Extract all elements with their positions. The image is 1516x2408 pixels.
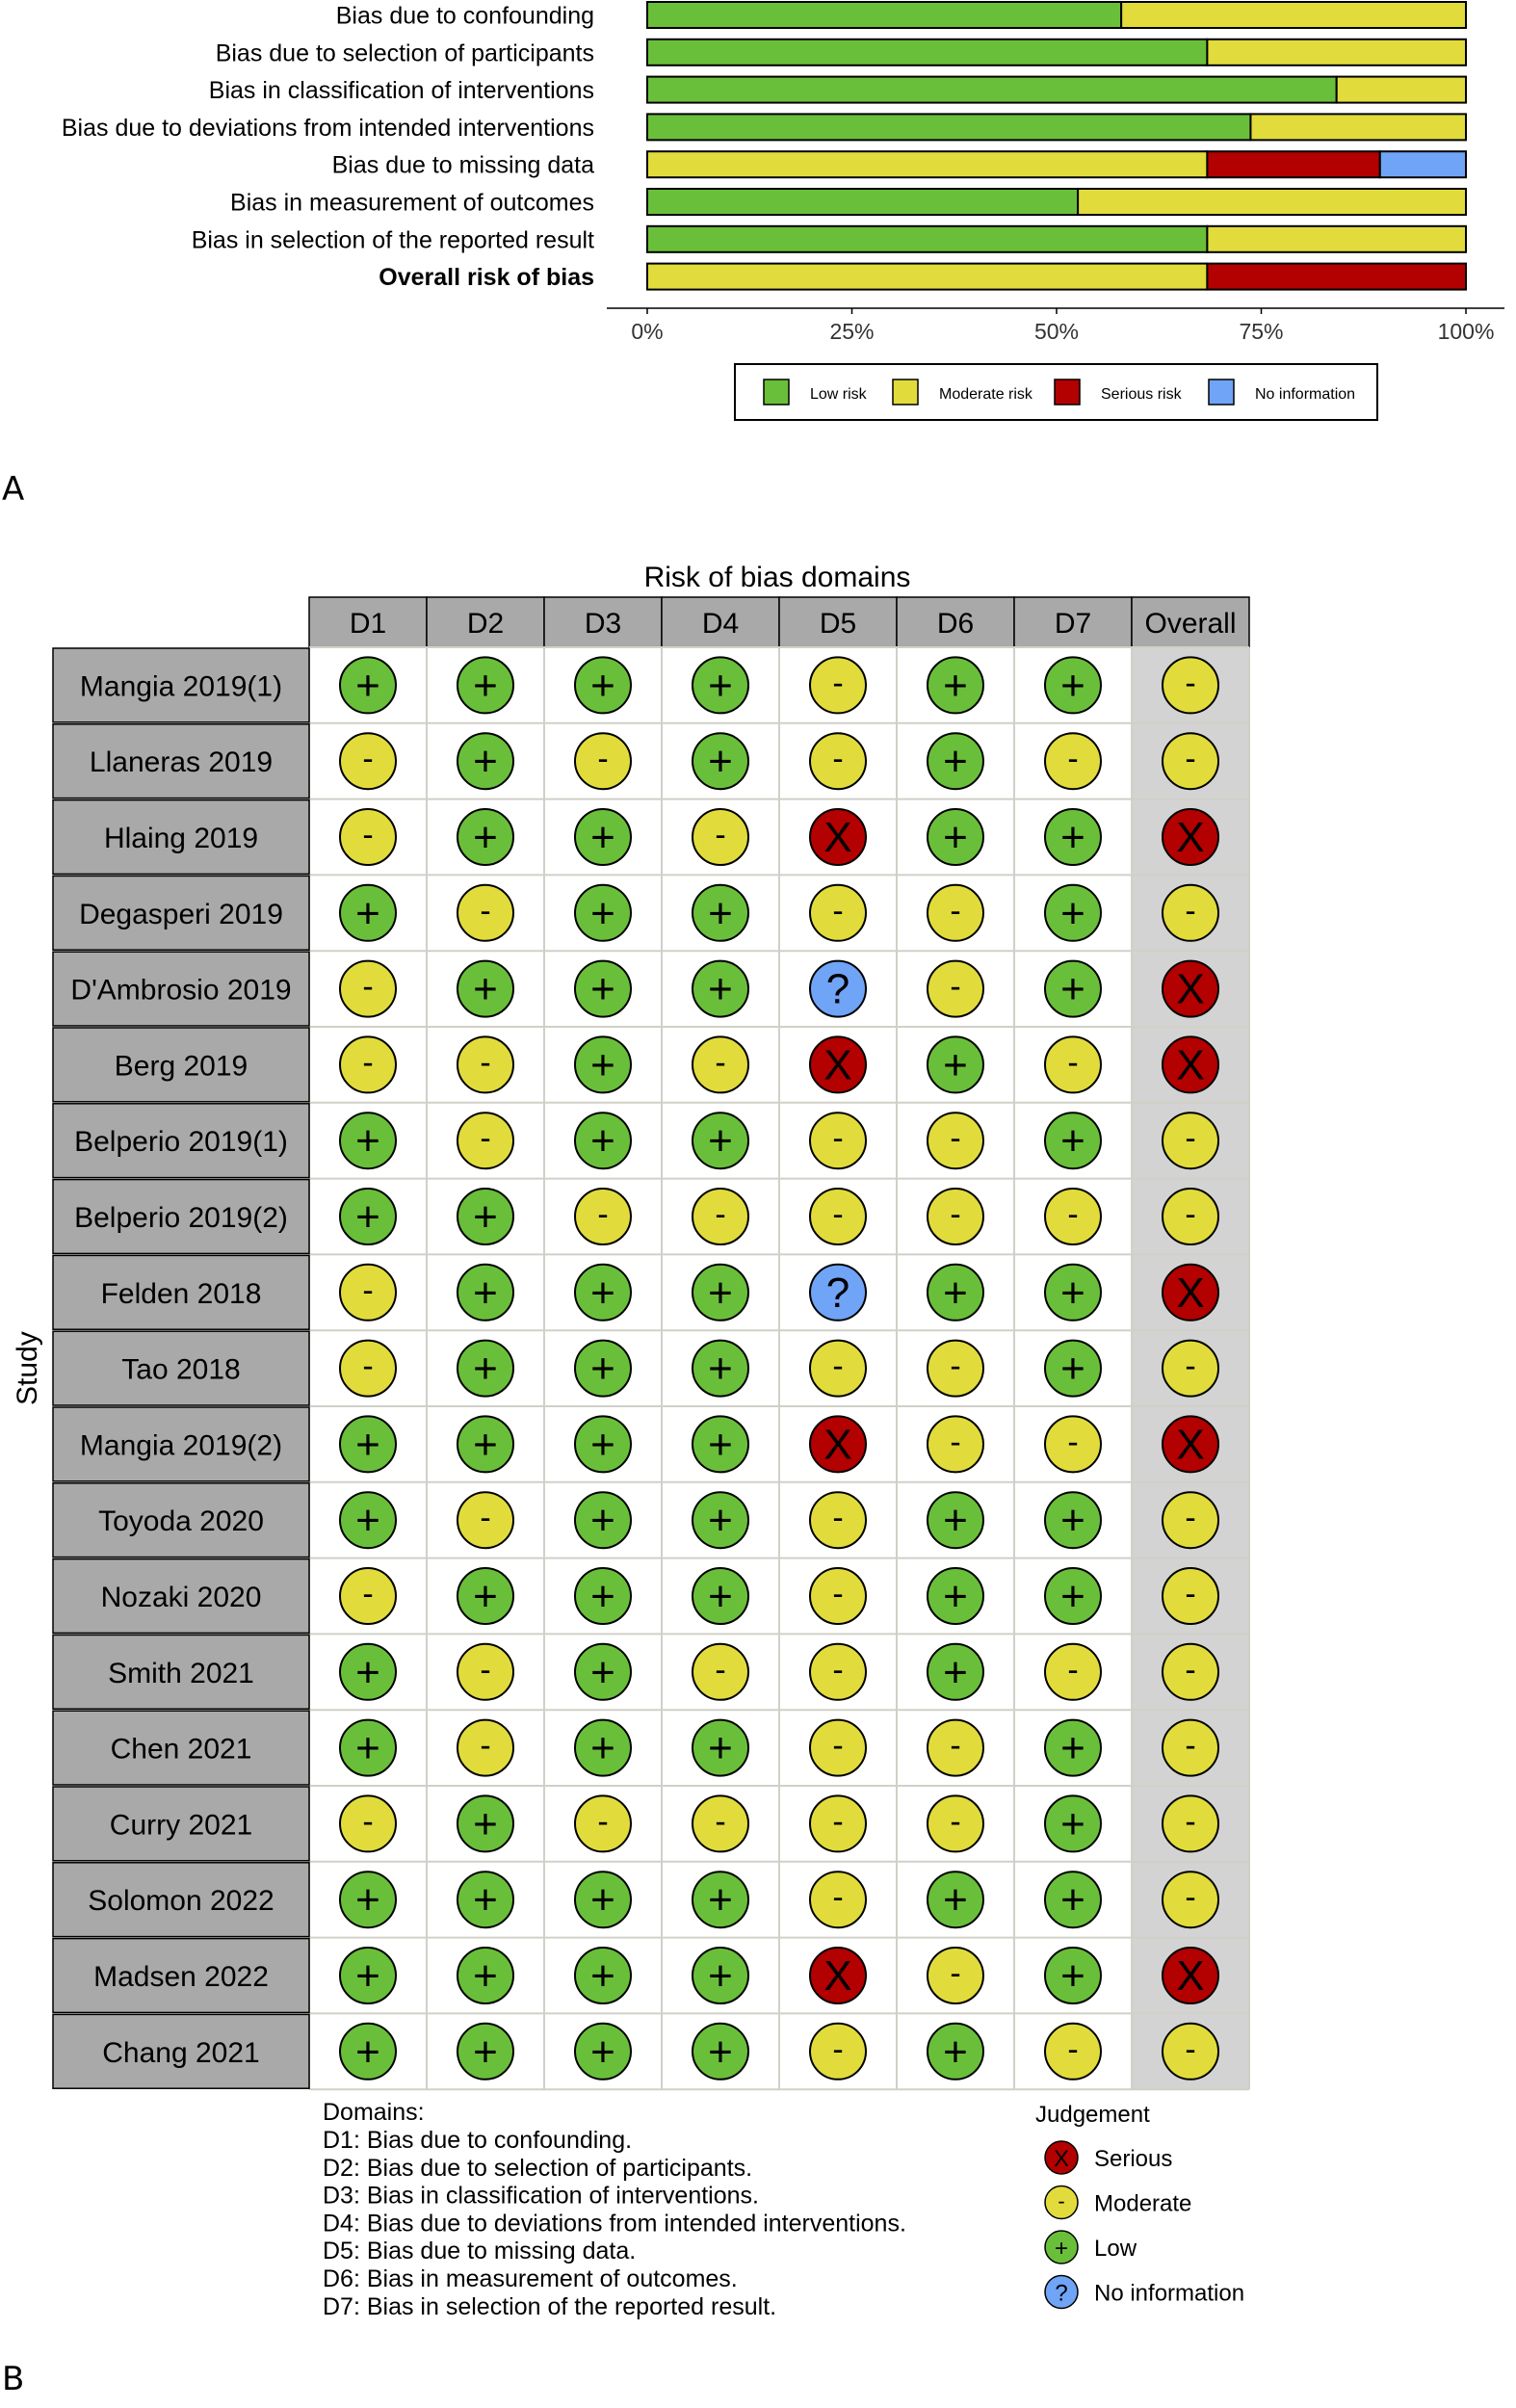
judgement-symbol: +	[708, 2028, 733, 2076]
judgement-symbol: +	[473, 1876, 498, 1924]
judgement-symbol: +	[590, 662, 615, 710]
judgement-symbol: +	[590, 1269, 615, 1317]
judgement-symbol: +	[708, 1952, 733, 2000]
category-label: Bias due to selection of participants	[215, 39, 594, 67]
judgement-symbol: -	[1185, 741, 1196, 778]
judgement-symbol: -	[362, 1803, 374, 1841]
domain-description: D5: Bias due to missing data.	[323, 2238, 637, 2265]
judgement-symbol: +	[355, 1876, 380, 1924]
chart-title: Risk of bias domains	[643, 562, 911, 593]
judgement-symbol: +	[1060, 1345, 1085, 1393]
column-header-label: D7	[1054, 608, 1092, 640]
judgement-symbol: +	[943, 1573, 968, 1620]
judgement-symbol: -	[832, 1803, 844, 1841]
judgement-symbol: +	[943, 2028, 968, 2076]
judgement-symbol: -	[362, 1044, 374, 1082]
judgement-symbol: +	[473, 1269, 498, 1317]
legend-label: Serious	[1094, 2146, 1173, 2172]
domain-description: D1: Bias due to confounding.	[323, 2127, 633, 2154]
judgement-symbol: -	[480, 892, 491, 929]
judgement-symbol: +	[1060, 965, 1085, 1013]
domain-description: D3: Bias in classification of interventions.	[323, 2182, 759, 2210]
legend-label: No information	[1255, 386, 1356, 403]
judgement-symbol: -	[597, 1803, 609, 1841]
judgement-symbol: X	[823, 1041, 852, 1089]
judgement-symbol: +	[708, 1421, 733, 1469]
legend-title: Judgement	[1035, 2102, 1150, 2128]
category-label: Bias in measurement of outcomes	[230, 189, 594, 217]
legend-label: Moderate	[1094, 2190, 1192, 2217]
y-axis-label: Study	[12, 1331, 43, 1405]
legend-label: Low	[1094, 2236, 1137, 2262]
study-label: Mangia 2019(1)	[79, 670, 283, 703]
judgement-symbol: ?	[825, 965, 850, 1013]
domains-title: Domains:	[323, 2099, 425, 2126]
judgement-symbol: +	[1060, 1117, 1085, 1165]
column-header-label: D5	[819, 608, 857, 640]
judgement-symbol: -	[1185, 1879, 1196, 1917]
judgement-symbol: +	[708, 965, 733, 1013]
judgement-symbol: -	[950, 1727, 961, 1765]
judgement-symbol: +	[355, 1497, 380, 1545]
judgement-symbol: +	[708, 1117, 733, 1165]
panel-label-a: A	[2, 470, 25, 509]
judgement-symbol: X	[1176, 1952, 1205, 2000]
judgement-symbol: +	[708, 662, 733, 710]
study-label: Toyoda 2020	[98, 1505, 264, 1538]
judgement-symbol: +	[708, 1724, 733, 1772]
judgement-symbol: +	[708, 738, 733, 786]
study-label: Berg 2019	[114, 1050, 248, 1083]
study-label: Tao 2018	[121, 1353, 241, 1386]
category-label: Bias due to missing data	[331, 151, 594, 179]
legend-label: Low risk	[810, 386, 867, 403]
judgement-symbol: +	[1060, 1269, 1085, 1317]
judgement-symbol: +	[708, 1573, 733, 1620]
study-label: Chen 2021	[110, 1733, 252, 1766]
study-label: Madsen 2022	[93, 1961, 269, 1993]
judgement-symbol: +	[943, 662, 968, 710]
x-tick-label: 0%	[631, 319, 664, 344]
x-tick-label: 100%	[1437, 319, 1495, 344]
judgement-symbol: -	[832, 2030, 844, 2068]
judgement-symbol: ?	[825, 1269, 850, 1317]
judgement-symbol: -	[950, 1424, 961, 1461]
judgement-symbol: X	[1176, 965, 1205, 1013]
judgement-symbol: -	[715, 1803, 726, 1841]
judgement-symbol: -	[362, 1576, 374, 1612]
judgement-symbol: -	[950, 1955, 961, 1992]
legend-symbol-glyph: ?	[1055, 2280, 1068, 2307]
judgement-symbol: +	[1060, 1573, 1085, 1620]
judgement-symbol: -	[1067, 1651, 1079, 1688]
judgement-symbol: -	[832, 1196, 844, 1233]
study-label: Belperio 2019(1)	[74, 1126, 288, 1159]
judgement-symbol: -	[1067, 1196, 1079, 1233]
judgement-symbol: +	[590, 1952, 615, 2000]
column-header-label: D4	[701, 608, 740, 640]
judgement-symbol: -	[1067, 1044, 1079, 1082]
legend-symbol-glyph: X	[1053, 2146, 1070, 2172]
judgement-symbol: -	[950, 1196, 961, 1233]
study-label: Hlaing 2019	[103, 823, 259, 854]
domain-description: D4: Bias due to deviations from intended interventions.	[323, 2210, 906, 2238]
judgement-symbol: -	[1185, 665, 1196, 702]
judgement-symbol: -	[1185, 1576, 1196, 1612]
x-tick-label: 75%	[1239, 319, 1284, 344]
study-label: Solomon 2022	[88, 1885, 274, 1918]
judgement-symbol: +	[355, 2028, 380, 2076]
study-label: Nozaki 2020	[100, 1582, 262, 1613]
judgement-symbol: +	[1060, 1876, 1085, 1924]
judgement-symbol: +	[355, 1193, 380, 1241]
judgement-symbol: +	[943, 1876, 968, 1924]
judgement-symbol: +	[473, 738, 498, 786]
judgement-symbol: +	[708, 1876, 733, 1924]
judgement-symbol: -	[1185, 1500, 1196, 1537]
x-tick-label: 50%	[1033, 319, 1080, 344]
study-label: Degasperi 2019	[79, 898, 283, 930]
judgement-symbol: +	[473, 1573, 498, 1620]
judgement-symbol: -	[832, 1500, 844, 1537]
legend-symbol-glyph: -	[1058, 2188, 1065, 2213]
judgement-symbol: -	[950, 1803, 961, 1841]
judgement-symbol: -	[832, 1348, 844, 1385]
judgement-symbol: +	[590, 1648, 615, 1696]
judgement-symbol: +	[473, 1800, 498, 1848]
judgement-symbol: +	[590, 1573, 615, 1620]
judgement-symbol: -	[832, 1576, 844, 1612]
judgement-symbol: +	[590, 1117, 615, 1165]
column-header-label: D3	[584, 608, 622, 640]
judgement-symbol: +	[1060, 1724, 1085, 1772]
judgement-symbol: -	[362, 1348, 374, 1385]
judgement-symbol: -	[362, 741, 374, 778]
judgement-symbol: -	[1185, 1803, 1196, 1841]
judgement-symbol: -	[362, 1271, 374, 1309]
judgement-symbol: +	[943, 1269, 968, 1317]
study-label: Chang 2021	[102, 2036, 260, 2069]
judgement-symbol: +	[355, 1421, 380, 1469]
study-label: Felden 2018	[100, 1277, 262, 1310]
judgement-symbol: +	[355, 1724, 380, 1772]
judgement-symbol: -	[480, 1044, 491, 1082]
judgement-symbol: +	[943, 1497, 968, 1545]
judgement-symbol: X	[823, 1421, 852, 1469]
judgement-symbol: +	[355, 1648, 380, 1696]
judgement-symbol: +	[590, 889, 615, 937]
judgement-symbol: -	[950, 892, 961, 929]
judgement-symbol: -	[480, 1500, 491, 1537]
judgement-symbol: +	[473, 1193, 498, 1241]
column-header-label: D1	[349, 608, 387, 640]
judgement-symbol: -	[1185, 1348, 1196, 1385]
domain-description: D6: Bias in measurement of outcomes.	[323, 2265, 738, 2292]
judgement-symbol: +	[355, 889, 380, 937]
study-label: Mangia 2019(2)	[79, 1429, 283, 1462]
judgement-symbol: X	[1176, 814, 1205, 861]
judgement-symbol: -	[1067, 2030, 1079, 2068]
judgement-symbol: +	[1060, 1497, 1085, 1545]
judgement-symbol: -	[1185, 892, 1196, 929]
judgement-symbol: -	[480, 1651, 491, 1688]
judgement-symbol: -	[362, 968, 374, 1006]
judgement-symbol: -	[832, 1727, 844, 1765]
judgement-symbol: -	[362, 817, 374, 853]
domain-description: D7: Bias in selection of the reported result.	[323, 2292, 777, 2320]
judgement-symbol: X	[1176, 1269, 1205, 1317]
judgement-symbol: +	[1060, 1952, 1085, 2000]
judgement-symbol: -	[832, 1651, 844, 1688]
judgement-symbol: -	[480, 1120, 491, 1158]
judgement-symbol: -	[715, 817, 726, 853]
judgement-symbol: -	[832, 892, 844, 929]
judgement-symbol: -	[950, 1348, 961, 1385]
judgement-symbol: -	[715, 1044, 726, 1082]
judgement-symbol: +	[708, 889, 733, 937]
study-label: Llaneras 2019	[89, 746, 274, 779]
judgement-symbol: +	[1060, 814, 1085, 861]
judgement-symbol: -	[1067, 741, 1079, 778]
judgement-symbol: +	[590, 1421, 615, 1469]
column-header-label: D2	[466, 608, 505, 640]
judgement-symbol: +	[473, 814, 498, 861]
column-header-label: D6	[936, 608, 975, 640]
judgement-symbol: -	[832, 1879, 844, 1917]
judgement-symbol: +	[943, 814, 968, 861]
judgement-symbol: -	[950, 1120, 961, 1158]
judgement-symbol: +	[355, 1117, 380, 1165]
category-label: Bias in selection of the reported result	[191, 226, 594, 254]
column-header-label: Overall	[1144, 608, 1237, 640]
judgement-symbol: -	[950, 968, 961, 1006]
judgement-symbol: -	[715, 1196, 726, 1233]
judgement-symbol: X	[823, 814, 852, 861]
judgement-symbol: -	[597, 1196, 609, 1233]
study-label: D'Ambrosio 2019	[70, 974, 292, 1007]
category-label: Bias due to deviations from intended interventions	[61, 114, 594, 142]
judgement-symbol: +	[590, 1876, 615, 1924]
panel-label-b: B	[2, 2360, 25, 2398]
judgement-symbol: -	[1067, 1424, 1079, 1461]
study-label: Curry 2021	[109, 1809, 253, 1842]
judgement-symbol: +	[473, 1345, 498, 1393]
judgement-symbol: -	[1185, 1651, 1196, 1688]
judgement-symbol: +	[708, 1497, 733, 1545]
judgement-symbol: +	[1060, 662, 1085, 710]
judgement-symbol: -	[832, 665, 844, 702]
judgement-symbol: -	[1185, 1120, 1196, 1158]
judgement-symbol: +	[473, 2028, 498, 2076]
judgement-symbol: -	[715, 1651, 726, 1688]
judgement-symbol: +	[590, 965, 615, 1013]
domain-description: D2: Bias due to selection of participants.	[323, 2154, 753, 2182]
judgement-symbol: -	[597, 741, 609, 778]
judgement-symbol: +	[590, 1345, 615, 1393]
judgement-symbol: +	[355, 662, 380, 710]
judgement-symbol: +	[943, 1648, 968, 1696]
judgement-symbol: +	[1060, 889, 1085, 937]
study-label: Smith 2021	[108, 1657, 254, 1689]
category-label: Overall risk of bias	[379, 264, 594, 292]
judgement-symbol: -	[1185, 1727, 1196, 1765]
judgement-symbol: +	[473, 1952, 498, 2000]
judgement-symbol: +	[1060, 1800, 1085, 1848]
judgement-symbol: +	[473, 965, 498, 1013]
judgement-symbol: +	[590, 1497, 615, 1545]
judgement-symbol: +	[590, 1724, 615, 1772]
judgement-symbol: -	[832, 741, 844, 778]
x-tick-label: 25%	[829, 319, 875, 344]
judgement-symbol: +	[590, 2028, 615, 2076]
judgement-symbol: -	[1185, 2030, 1196, 2068]
judgement-symbol: +	[943, 1041, 968, 1089]
legend-symbol-glyph: +	[1054, 2236, 1069, 2262]
judgement-symbol: X	[1176, 1041, 1205, 1089]
legend-label: Serious risk	[1101, 386, 1182, 403]
judgement-symbol: +	[708, 1269, 733, 1317]
judgement-symbol: +	[708, 1345, 733, 1393]
judgement-symbol: +	[473, 662, 498, 710]
judgement-symbol: X	[823, 1952, 852, 2000]
category-label: Bias due to confounding	[335, 2, 594, 30]
judgement-symbol: +	[590, 814, 615, 861]
judgement-symbol: +	[943, 738, 968, 786]
study-label: Belperio 2019(2)	[74, 1202, 288, 1234]
judgement-symbol: +	[590, 1041, 615, 1089]
judgement-symbol: +	[355, 1952, 380, 2000]
judgement-symbol: -	[1185, 1196, 1196, 1233]
category-label: Bias in classification of interventions	[208, 77, 594, 105]
judgement-symbol: X	[1176, 1421, 1205, 1469]
judgement-symbol: -	[832, 1120, 844, 1158]
judgement-symbol: -	[480, 1727, 491, 1765]
legend-label: No information	[1094, 2280, 1245, 2307]
judgement-symbol: +	[473, 1421, 498, 1469]
legend-label: Moderate risk	[939, 386, 1032, 403]
